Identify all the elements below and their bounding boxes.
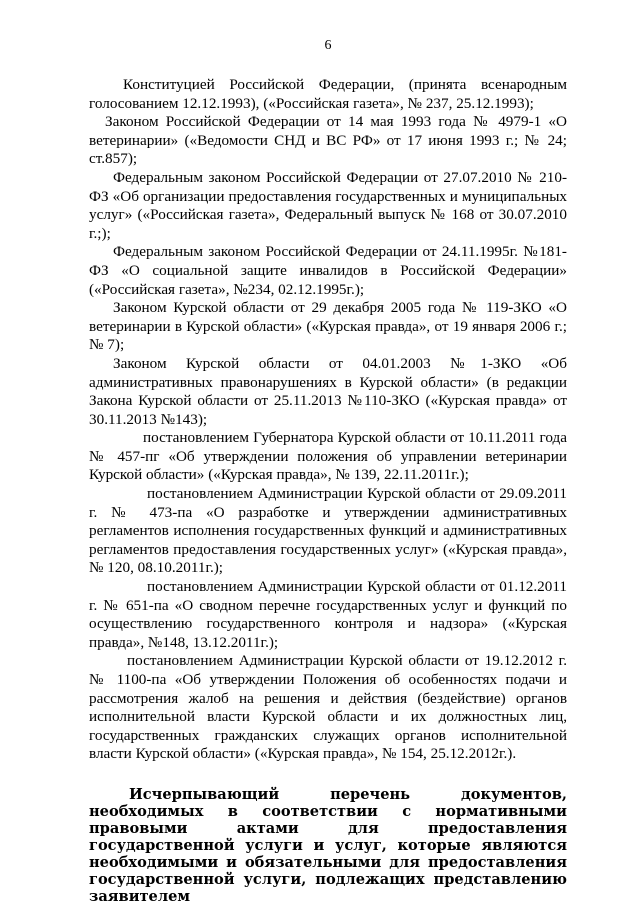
paragraph-law-veterinary-rf: Законом Российской Федерации от 14 мая 1993 года № 4979-1 «О ветеринарии» («Ведомости СНД и ВС РФ» от 17 июня 1993 г.; № 24; ст.857);: [89, 113, 567, 168]
paragraph-decree-1100: постановлением Администрации Курской области от 19.12.2012 г. № 1100-па «Об утверждении Положения об особенностях подачи и рассмотрения жалоб на решения и действия (бездействие) органов исполнительной власти Курской области и их должностных лиц, государственных гражданских служащих органов исполнительной власти Курской области» («Курская правда», № 154, 25.12.2012г.).: [89, 652, 567, 763]
paragraph-governor-decree-457: постановлением Губернатора Курской области от 10.11.2011 года № 457-пг «Об утверждении положения об управлении ветеринарии Курской области» («Курская правда», № 139, 22.11.2011г.);: [89, 429, 567, 484]
paragraph-decree-473: постановлением Администрации Курской области от 29.09.2011 г. № 473-па «О разработке и утверждении административных регламентов исполнения государственных функций и административных регламентов предоставления государственных услуг» («Курская правда», № 120, 08.10.2011г.);: [89, 485, 567, 577]
section-heading: Исчерпывающий перечень документов, необходимых в соответствии с нормативными правовыми актами для предоставления государственной услуги и услуг, которые являются необходимыми и обязательными для предоставления государственной услуги, подлежащих представлению заявителем: [89, 785, 567, 905]
page-number: 6: [324, 38, 332, 53]
paragraph-law-119-zko: Законом Курской области от 29 декабря 2005 года № 119-ЗКО «О ветеринарии в Курской области» («Курская правда», от 19 января 2006 г.; № 7);: [89, 299, 567, 354]
paragraph-law-181-fz: Федеральным законом Российской Федерации от 24.11.1995г. №181-ФЗ «О социальной защите инвалидов в Российской Федерации» («Российская газета», №234, 02.12.1995г.);: [89, 243, 567, 298]
document-page: [89, 38, 567, 920]
paragraph-decree-651: постановлением Администрации Курской области от 01.12.2011 г. № 651-па «О сводном перечне государственных услуг и функций по осуществлению государственного контроля и надзора» («Курская правда», №148, 13.12.2011г.);: [89, 578, 567, 651]
paragraph-constitution: Конституцией Российской Федерации, (принята всенародным голосованием 12.12.1993), («Российская газета», № 237, 25.12.1993);: [89, 76, 567, 112]
paragraph-law-1-zko: Законом Курской области от 04.01.2003 №1-ЗКО «Об административных правонарушениях в Курской области» (в редакции Закона Курской области от 25.11.2013 №110-ЗКО («Курская правда» от 30.11.2013 №143);: [89, 354, 567, 428]
paragraph-law-210-fz: Федеральным законом Российской Федерации от 27.07.2010 № 210-ФЗ «Об организации предоставления государственных и муниципальных услуг» («Российская газета», Федеральный выпуск № 168 от 30.07.2010 г.;);: [89, 168, 567, 242]
